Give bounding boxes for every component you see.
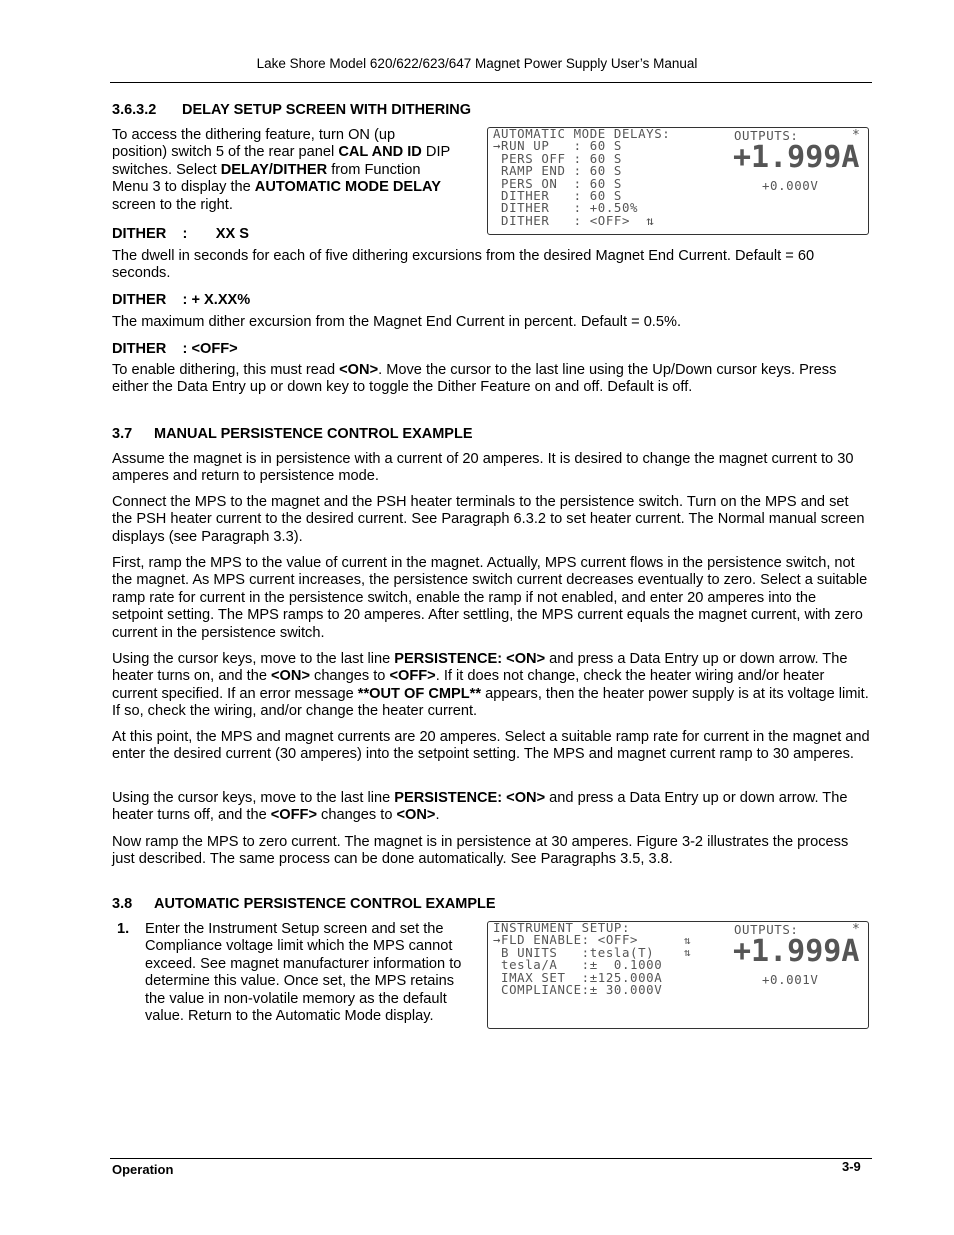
- section-heading-3632: [112, 102, 471, 118]
- text-run: and press a Data Entry up or down arrow. The heater turns off, and the: [112, 790, 848, 824]
- section-title: AUTOMATIC PERSISTENCE CONTROL EXAMPLE: [154, 896, 496, 912]
- output-voltage: +0.001V: [762, 972, 819, 987]
- bold-run: AUTOMATIC MODE DELAY: [254, 179, 441, 196]
- automatic-mode-delays-screen: [487, 127, 869, 235]
- text-run: . Move the cursor to the last line using the Up/Down cursor keys. Press either the Data Entry up or down key to toggle the Dither Feature on and off. Default is off.: [112, 362, 837, 396]
- step-number: 1.: [117, 921, 130, 937]
- bold-run: <ON>: [396, 807, 436, 824]
- text-run: changes to: [309, 668, 390, 685]
- text-run: To enable dithering, this must read: [112, 362, 340, 378]
- section-title: DELAY SETUP SCREEN WITH DITHERING: [182, 102, 471, 118]
- section-number: 3.7: [112, 426, 133, 442]
- section-heading-37: [112, 426, 473, 442]
- text-run: DIP: [421, 144, 451, 161]
- step-text: Enter the Instrument Setup screen and set the Compliance voltage limit which the MPS cannot exceed. See magnet manufacturer information to determine this value. Once set, the MPS retains the value in non-volatile memory as the default value. Return to the Automatic Mode display.: [145, 921, 462, 1025]
- paragraph: Connect the MPS to the magnet and the PSH heater terminals to the persistence switch. Turn on the MPS and set the PSH heater current to the desired current. See Paragraph 6.3.2 to set heater current. The Normal manual screen displays (see Paragraph 3.3).: [112, 494, 865, 545]
- steps-list: [112, 921, 468, 1025]
- param-dither-dwell: [112, 226, 249, 242]
- footer-section: Operation: [112, 1162, 174, 1177]
- output-current: +1.999A: [733, 934, 860, 969]
- text-run: To access the dithering feature, turn ON (up: [112, 127, 396, 143]
- bold-run: PERSISTENCE: <ON>: [394, 651, 546, 667]
- text-run: screen to the right.: [112, 196, 233, 213]
- outputs-label: OUTPUTS:: [734, 922, 799, 937]
- page-number: 3-9: [842, 1159, 861, 1174]
- intro-line: [112, 144, 472, 161]
- intro-line: [112, 179, 472, 196]
- intro-line: [112, 162, 472, 179]
- running-header: Lake Shore Model 620/622/623/647 Magnet Power Supply User’s Manual: [256, 56, 698, 71]
- header-rule: [110, 82, 872, 83]
- bold-run: **OUT OF CMPL**: [357, 685, 482, 702]
- outputs-label: OUTPUTS:: [734, 128, 799, 143]
- param-dither-toggle-desc: [112, 362, 870, 397]
- param-label: DITHER : XX S: [112, 226, 250, 242]
- text-run: position) switch 5 of the rear panel: [112, 144, 339, 161]
- paragraph: Now ramp the MPS to zero current. The magnet is in persistence at 30 amperes. Figure 3-2 illustrates the process just described. The same process can be done automatically. See Paragraphs 3.5, 3.8.: [112, 834, 849, 868]
- text-run: and press a Data Entry up or down arrow. The heater turns on, and the: [112, 651, 848, 685]
- intro-paragraph: [112, 127, 472, 214]
- paragraph: [112, 651, 870, 721]
- text-run: Using the cursor keys, move to the last line: [112, 651, 395, 667]
- param-dither-dwell-desc: The dwell in seconds for each of five dithering excursions from the desired Magnet End Current. Default = 60 seconds.: [112, 248, 815, 282]
- text-run: Menu 3 to display the: [112, 179, 255, 196]
- param-dither-toggle: [112, 341, 238, 357]
- section-number: 3.6.3.2: [112, 102, 157, 118]
- paragraph: Assume the magnet is in persistence with a current of 20 amperes. It is desired to change the magnet current to 30 amperes and return to persistence mode.: [112, 451, 854, 485]
- text-run: Using the cursor keys, move to the last line: [112, 790, 395, 806]
- lcd-menu-lines: AUTOMATIC MODE DELAYS: →RUN UP : 60 S PERS OFF : 60 S RAMP END : 60 S PERS ON : 60 S DITHER : 60 S DITHER : +0.50% DITHER : <OFF> ⇅: [493, 126, 671, 228]
- output-current: +1.999A: [733, 140, 860, 175]
- paragraph: [112, 790, 870, 825]
- text-run: .: [435, 807, 440, 824]
- bold-run: PERSISTENCE: <ON>: [394, 790, 546, 806]
- instrument-setup-screen: [487, 921, 869, 1029]
- paragraph: At this point, the MPS and magnet currents are 20 amperes. Select a suitable ramp rate for current in the magnet and enter the desired current (30 amperes) into the setpoint setting. The MPS and magnet current ramp to 30 amperes.: [112, 729, 870, 763]
- param-label: DITHER : <OFF>: [112, 341, 238, 357]
- text-run: . If it does not change, check the heater wiring and/or heater current specified. If an error message: [112, 668, 825, 702]
- param-dither-percent-desc: The maximum dither excursion from the Magnet End Current in percent. Default = 0.5%.: [112, 314, 682, 330]
- status-star: *: [852, 922, 860, 937]
- status-star: *: [852, 128, 860, 143]
- text-run: switches. Select: [112, 161, 221, 178]
- paragraph: First, ramp the MPS to the value of current in the magnet. Actually, MPS current flows in the persistence switch, not the magnet. As MPS current increases, the persistence switch current decreases eventually to zero. Select a suitable ramp rate for current in the persistence switch, enable the ramp if not enabled, and enter 20 amperes into the setpoint setting. The MPS ramps to 20 amperes. After settling, the MPS current equals the magnet current, with zero current in the persistence switch.: [112, 555, 868, 641]
- output-voltage: +0.000V: [762, 178, 819, 193]
- intro-line: [112, 127, 472, 144]
- bold-run: DELAY/DITHER: [220, 161, 328, 178]
- bold-run: <ON>: [271, 668, 310, 685]
- section-title: MANUAL PERSISTENCE CONTROL EXAMPLE: [154, 426, 473, 442]
- bold-run: CAL AND ID: [338, 144, 422, 161]
- bold-run: <ON>: [339, 362, 379, 378]
- up-down-arrows-icon: ⇅ ⇅: [684, 934, 691, 960]
- bold-run: <OFF>: [270, 807, 317, 824]
- section-number: 3.8: [112, 896, 133, 912]
- param-dither-percent: [112, 292, 250, 308]
- param-label: DITHER : + X.XX%: [112, 292, 251, 308]
- lcd-menu-lines: INSTRUMENT SETUP: →FLD ENABLE: <OFF> B UNITS :tesla(T) tesla/A :± 0.1000 IMAX SET :±125.000A COMPLIANCE:± 30.000V: [493, 920, 663, 998]
- text-run: from Function: [327, 161, 421, 178]
- bold-run: <OFF>: [389, 668, 436, 685]
- text-run: changes to: [316, 807, 397, 824]
- section-heading-38: [112, 896, 496, 912]
- text-run: appears, then the heater power supply is at its voltage limit. If so, check the wiring, and/or change the heater current.: [112, 685, 869, 720]
- footer-rule: [110, 1158, 872, 1159]
- list-item: [112, 921, 468, 1025]
- intro-line: [112, 197, 472, 214]
